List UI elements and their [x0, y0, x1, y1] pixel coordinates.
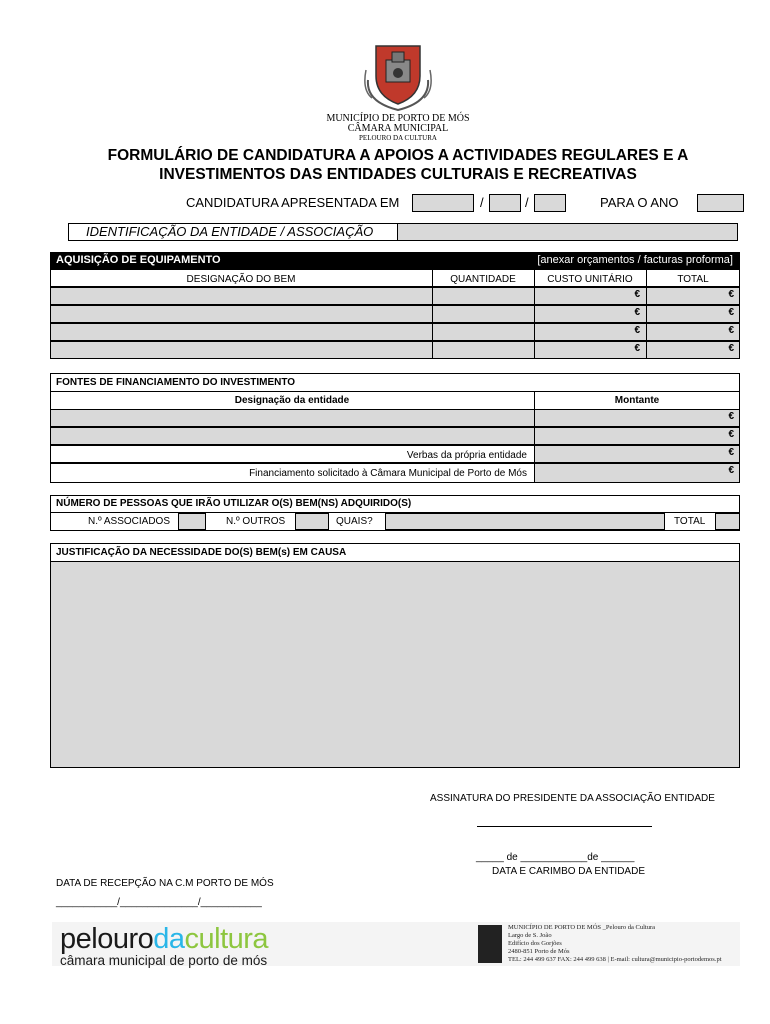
pelouro-logo — [60, 924, 268, 967]
euro-symbol: € — [728, 307, 734, 318]
euro-symbol: € — [728, 447, 734, 458]
department-name: PELOURO DA CULTURA — [359, 134, 437, 142]
submission-month-field[interactable] — [489, 194, 521, 212]
footer-address-1: MUNICÍPIO DE PORTO DE MÓS _Pelouro da Cultura — [508, 924, 656, 931]
municipal-crest — [362, 40, 434, 112]
col-amount-header: Montante — [614, 395, 660, 406]
date-separator-1: / — [480, 195, 484, 210]
submission-year-field[interactable] — [534, 194, 566, 212]
people-total-field[interactable] — [715, 513, 740, 530]
footer-address-2: Largo de S. João — [508, 932, 552, 939]
which-field[interactable] — [385, 513, 665, 530]
funding-entity-field[interactable] — [50, 427, 535, 445]
justification-field[interactable] — [50, 561, 740, 768]
equipment-designation-field[interactable] — [50, 323, 433, 341]
signature-line — [477, 826, 652, 827]
justification-title: JUSTIFICAÇÃO DA NECESSIDADE DO(S) BEM(s) EM CAUSA — [56, 547, 347, 558]
funding-entity-field[interactable] — [50, 409, 535, 427]
requested-funding-label: Financiamento solicitado à Câmara Municipal de Porto de Mós — [249, 468, 527, 479]
people-title: NÚMERO DE PESSOAS QUE IRÃO UTILIZAR O(S) BEM(NS) ADQUIRIDO(S) — [56, 498, 412, 509]
equipment-quantity-field[interactable] — [432, 323, 535, 341]
target-year-field[interactable] — [697, 194, 744, 212]
col-entity-header: Designação da entidade — [234, 395, 350, 406]
signature-label: ASSINATURA DO PRESIDENTE DA ASSOCIAÇÃO ENTIDADE — [430, 793, 715, 804]
euro-symbol: € — [728, 343, 734, 354]
reception-date-line: ___________/______________/___________ — [56, 897, 262, 908]
equipment-note: [anexar orçamentos / facturas proforma] — [537, 254, 733, 266]
entity-name-field[interactable] — [397, 223, 738, 241]
form-title-line1: FORMULÁRIO DE CANDIDATURA A APOIOS A ACTIVIDADES REGULARES E A — [107, 147, 689, 164]
logo-text-da: da — [153, 923, 185, 955]
year-label: PARA O ANO — [600, 195, 679, 210]
equipment-quantity-field[interactable] — [432, 287, 535, 305]
logo-subtitle: câmara municipal de porto de mós — [60, 953, 268, 968]
euro-symbol: € — [728, 325, 734, 336]
euro-symbol: € — [728, 465, 734, 476]
reception-label: DATA DE RECEPÇÃO NA C.M PORTO DE MÓS — [56, 878, 274, 889]
euro-symbol: € — [634, 307, 640, 318]
footer-address-3: Edifício dos Gorjões — [508, 940, 562, 947]
chamber-name: CÂMARA MUNICIPAL — [347, 123, 449, 134]
associates-count-field[interactable] — [178, 513, 206, 530]
signature-date-label: DATA E CARIMBO DA ENTIDADE — [492, 866, 645, 877]
signature-date-line: _____ de ____________de ______ — [476, 852, 635, 863]
col-designation-header: DESIGNAÇÃO DO BEM — [186, 274, 296, 285]
municipality-name: MUNICÍPIO DE PORTO DE MÓS — [326, 113, 470, 124]
logo-text-cultura: cultura — [184, 923, 269, 955]
footer-logo-icon — [478, 925, 502, 963]
col-quantity-header: QUANTIDADE — [450, 274, 516, 285]
identification-label: IDENTIFICAÇÃO DA ENTIDADE / ASSOCIAÇÃO — [86, 224, 374, 239]
equipment-designation-field[interactable] — [50, 287, 433, 305]
footer-contacts: TEL: 244 499 637 FAX: 244 499 638 | E-mail: cultura@municipio-portodemos.pt — [508, 956, 722, 963]
euro-symbol: € — [634, 289, 640, 300]
footer-address-4: 2480-851 Porto de Mós — [508, 948, 570, 955]
logo-text-pelouro: pelouro — [60, 923, 154, 955]
form-title-line2: INVESTIMENTOS DAS ENTIDADES CULTURAIS E RECREATIVAS — [159, 166, 637, 183]
people-total-label: TOTAL — [674, 516, 706, 527]
associates-label: N.º ASSOCIADOS — [88, 516, 171, 527]
equipment-designation-field[interactable] — [50, 305, 433, 323]
euro-symbol: € — [634, 325, 640, 336]
others-label: N.º OUTROS — [226, 516, 286, 527]
col-unit-cost-header: CUSTO UNITÁRIO — [547, 274, 633, 285]
equipment-designation-field[interactable] — [50, 341, 433, 359]
euro-symbol: € — [634, 343, 640, 354]
date-separator-2: / — [525, 195, 529, 210]
euro-symbol: € — [728, 289, 734, 300]
own-funds-label: Verbas da própria entidade — [406, 450, 527, 461]
equipment-quantity-field[interactable] — [432, 341, 535, 359]
others-count-field[interactable] — [295, 513, 329, 530]
submission-label: CANDIDATURA APRESENTADA EM — [186, 195, 400, 210]
equipment-title: AQUISIÇÃO DE EQUIPAMENTO — [56, 254, 221, 266]
submission-day-field[interactable] — [412, 194, 474, 212]
euro-symbol: € — [728, 411, 734, 422]
col-total-header: TOTAL — [677, 274, 709, 285]
which-label: QUAIS? — [336, 516, 373, 527]
euro-symbol: € — [728, 429, 734, 440]
funding-title: FONTES DE FINANCIAMENTO DO INVESTIMENTO — [56, 377, 296, 388]
equipment-quantity-field[interactable] — [432, 305, 535, 323]
